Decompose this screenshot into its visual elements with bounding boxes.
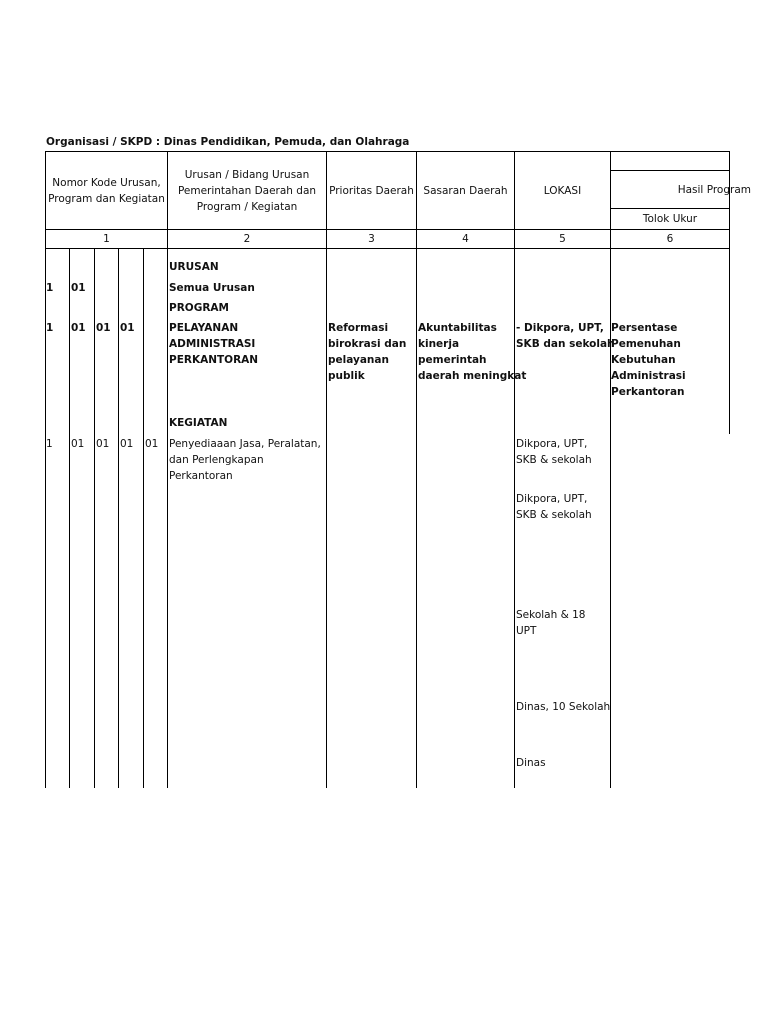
kegiatan-label: KEGIATAN <box>169 417 228 429</box>
header-urusan: Urusan / Bidang Urusan Pemerintahan Daerah dan Program / Kegiatan <box>177 168 317 213</box>
header-hasil-program: Hasil Program <box>677 183 751 196</box>
code-cell: 01 <box>71 282 86 294</box>
program-tolok-line: Perkantoran <box>611 386 685 398</box>
program-name-line: PERKANTORAN <box>169 354 259 366</box>
lokasi-entry-line: Sekolah & 18 <box>516 609 586 621</box>
code-cell: 1 <box>46 282 54 294</box>
header-tolok-ukur: Tolok Ukur <box>642 213 698 225</box>
program-name-line: ADMINISTRASI <box>169 338 256 350</box>
column-number-4: 4 <box>462 233 469 245</box>
kegiatan-name-line: Perkantoran <box>169 470 233 482</box>
column-number-6: 6 <box>666 233 674 245</box>
header-prioritas: Prioritas Daerah <box>329 184 414 197</box>
code-cell: 01 <box>71 438 85 450</box>
code-cell: 01 <box>145 438 159 450</box>
program-sasaran-line: daerah meningkat <box>418 370 527 382</box>
program-prioritas-line: birokrasi dan <box>328 338 407 350</box>
lokasi-entry-line: UPT <box>516 625 537 637</box>
header-lokasi: LOKASI <box>543 184 582 197</box>
kegiatan-name-line: Penyediaaan Jasa, Peralatan, <box>169 438 321 450</box>
code-cell: 1 <box>46 322 54 334</box>
program-sasaran-line: Akuntabilitas <box>418 322 497 334</box>
program-tolok-line: Persentase <box>611 322 678 334</box>
header-kode: Nomor Kode Urusan, Program dan Kegiatan <box>48 176 165 205</box>
program-lokasi-line: - Dikpora, UPT, <box>516 322 604 334</box>
column-number-5: 5 <box>559 233 566 245</box>
program-lokasi-line: SKB dan sekolah <box>516 338 615 350</box>
lokasi-entry-line: Dinas <box>516 757 546 769</box>
code-cell: 01 <box>120 322 135 334</box>
lokasi-entry-line: SKB & sekolah <box>516 454 592 466</box>
header-sasaran: Sasaran Daerah <box>423 184 508 197</box>
program-prioritas-line: Reformasi <box>328 322 389 334</box>
program-tolok-line: Administrasi <box>611 370 686 382</box>
program-prioritas-line: pelayanan <box>328 354 389 366</box>
lokasi-entry-line: SKB & sekolah <box>516 509 592 521</box>
program-name-line: PELAYANAN <box>169 322 239 334</box>
organization-title: Organisasi / SKPD : Dinas Pendidikan, Pemuda, dan Olahraga <box>46 136 410 148</box>
code-cell: 01 <box>96 438 110 450</box>
column-number-3: 3 <box>368 233 375 245</box>
program-sasaran-line: pemerintah <box>418 354 487 366</box>
code-cell: 1 <box>46 438 53 450</box>
program-tolok-line: Kebutuhan <box>611 354 676 366</box>
code-cell: 01 <box>96 322 111 334</box>
program-tolok-line: Pemenuhan <box>611 338 681 350</box>
program-sasaran-line: kinerja <box>418 338 460 350</box>
code-cell: 01 <box>71 322 86 334</box>
lokasi-entry-line: Dikpora, UPT, <box>516 493 588 505</box>
kegiatan-name-line: dan Perlengkapan <box>169 454 264 466</box>
column-number-1: 1 <box>103 233 110 245</box>
semua-urusan-label: Semua Urusan <box>169 282 255 294</box>
program-label: PROGRAM <box>169 302 229 314</box>
lokasi-entry-line: Dikpora, UPT, <box>516 438 588 450</box>
urusan-label: URUSAN <box>169 261 219 273</box>
code-cell: 01 <box>120 438 134 450</box>
column-number-2: 2 <box>243 233 251 245</box>
lokasi-entry-line: Dinas, 10 Sekolah <box>516 701 611 713</box>
program-prioritas-line: publik <box>328 370 365 382</box>
